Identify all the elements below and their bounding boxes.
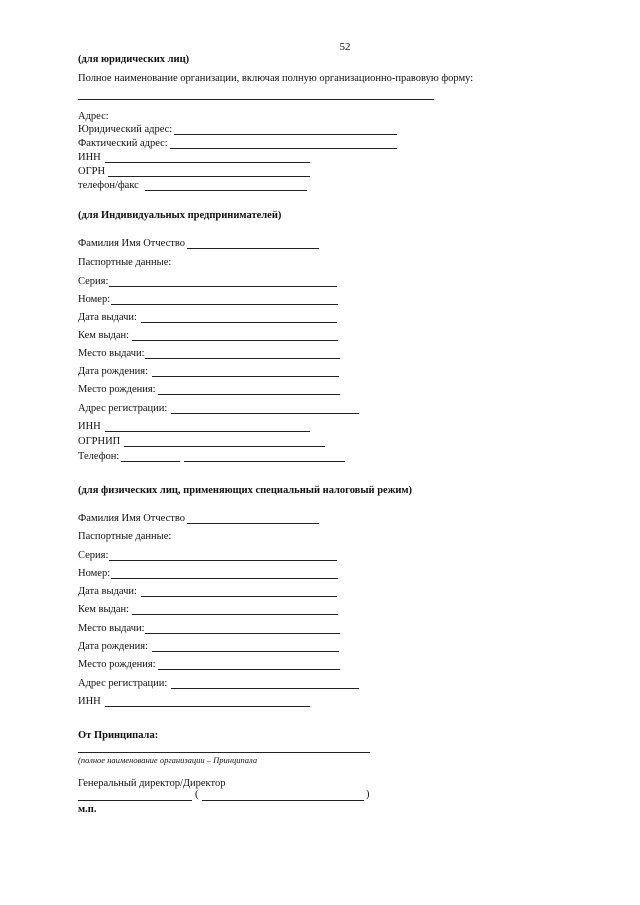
ie-phone-line-2[interactable] (184, 461, 345, 462)
ind-inn-line[interactable] (105, 706, 310, 707)
ind-issue-date-label: Дата выдачи: (78, 586, 137, 597)
ind-series-line[interactable] (109, 560, 337, 561)
ie-series-label: Серия: (78, 276, 109, 287)
legal-heading: (для юридических лиц) (78, 54, 190, 65)
ie-phone-line-1[interactable] (121, 461, 180, 462)
ie-number-line[interactable] (111, 304, 338, 305)
ind-registration-line[interactable] (171, 688, 359, 689)
legal-full-name-line[interactable] (78, 99, 434, 100)
ie-issued-by-line[interactable] (132, 340, 338, 341)
ind-series-label: Серия: (78, 550, 109, 561)
ind-fio-label: Фамилия Имя Отчество (78, 513, 185, 524)
ind-issue-place-line[interactable] (145, 633, 340, 634)
ie-fio-line[interactable] (187, 248, 319, 249)
ie-phone-label: Телефон: (78, 451, 120, 462)
legal-inn-line[interactable] (105, 162, 310, 163)
legal-address-label: Адрес: (78, 111, 109, 122)
ind-issue-place-label: Место выдачи: (78, 623, 145, 634)
legal-inn-label: ИНН (78, 152, 101, 163)
legal-phone-fax-line[interactable] (145, 190, 307, 191)
legal-ogrn-label: ОГРН (78, 166, 106, 177)
ie-birth-date-label: Дата рождения: (78, 366, 149, 377)
ie-birth-place-line[interactable] (158, 394, 340, 395)
ie-ogrnip-line[interactable] (124, 446, 325, 447)
principal-name-caption: (полное наименование организации – Принципала (78, 755, 258, 765)
ie-registration-line[interactable] (171, 413, 359, 414)
ind-issued-by-label: Кем выдан: (78, 604, 130, 615)
ind-passport-label: Паспортные данные: (78, 531, 172, 542)
individual-heading: (для физических лиц, применяющих специальный налоговый режим) (78, 485, 413, 496)
ind-birth-date-label: Дата рождения: (78, 641, 149, 652)
ind-inn-label: ИНН (78, 696, 101, 707)
ind-issue-date-line[interactable] (141, 596, 337, 597)
ind-birth-date-line[interactable] (152, 651, 339, 652)
ie-registration-label: Адрес регистрации: (78, 403, 168, 414)
ie-issue-place-line[interactable] (145, 358, 340, 359)
ind-registration-label: Адрес регистрации: (78, 678, 168, 689)
ind-birth-place-label: Место рождения: (78, 659, 156, 670)
principal-name-line[interactable] (78, 752, 370, 753)
ie-inn-label: ИНН (78, 421, 101, 432)
ind-number-label: Номер: (78, 568, 111, 579)
ie-issue-place-label: Место выдачи: (78, 348, 145, 359)
director-label: Генеральный директор/Директор (78, 778, 226, 789)
signature-line[interactable] (78, 800, 192, 801)
actual-address-line[interactable] (170, 148, 397, 149)
ie-issue-date-line[interactable] (141, 322, 337, 323)
director-name-line[interactable] (202, 800, 364, 801)
actual-address-label: Фактический адрес: (78, 138, 168, 149)
ie-issue-date-label: Дата выдачи: (78, 312, 137, 323)
ie-inn-line[interactable] (105, 431, 310, 432)
entrepreneur-heading: (для Индивидуальных предпринимателей) (78, 210, 282, 221)
legal-address-line[interactable] (174, 134, 397, 135)
legal-phone-fax-label: телефон/факс (78, 180, 139, 191)
ie-series-line[interactable] (109, 286, 337, 287)
ind-issued-by-line[interactable] (132, 614, 338, 615)
ie-fio-label: Фамилия Имя Отчество (78, 238, 185, 249)
legal-address-field-label: Юридический адрес: (78, 124, 173, 135)
ie-issued-by-label: Кем выдан: (78, 330, 130, 341)
ie-passport-label: Паспортные данные: (78, 257, 172, 268)
paren-close: ) (366, 789, 370, 800)
ie-birth-date-line[interactable] (152, 376, 339, 377)
principal-heading: От Принципала: (78, 730, 159, 741)
ind-fio-line[interactable] (187, 523, 319, 524)
ie-ogrnip-label: ОГРНИП (78, 436, 121, 447)
page-number: 52 (339, 41, 351, 53)
ie-number-label: Номер: (78, 294, 111, 305)
ie-birth-place-label: Место рождения: (78, 384, 156, 395)
legal-ogrn-line[interactable] (108, 176, 310, 177)
ind-birth-place-line[interactable] (158, 669, 340, 670)
stamp-label: м.п. (78, 804, 97, 815)
legal-full-name-label: Полное наименование организации, включая полную организационно-правовую форму: (78, 73, 474, 84)
ind-number-line[interactable] (111, 578, 338, 579)
paren-open: ( (195, 789, 199, 800)
